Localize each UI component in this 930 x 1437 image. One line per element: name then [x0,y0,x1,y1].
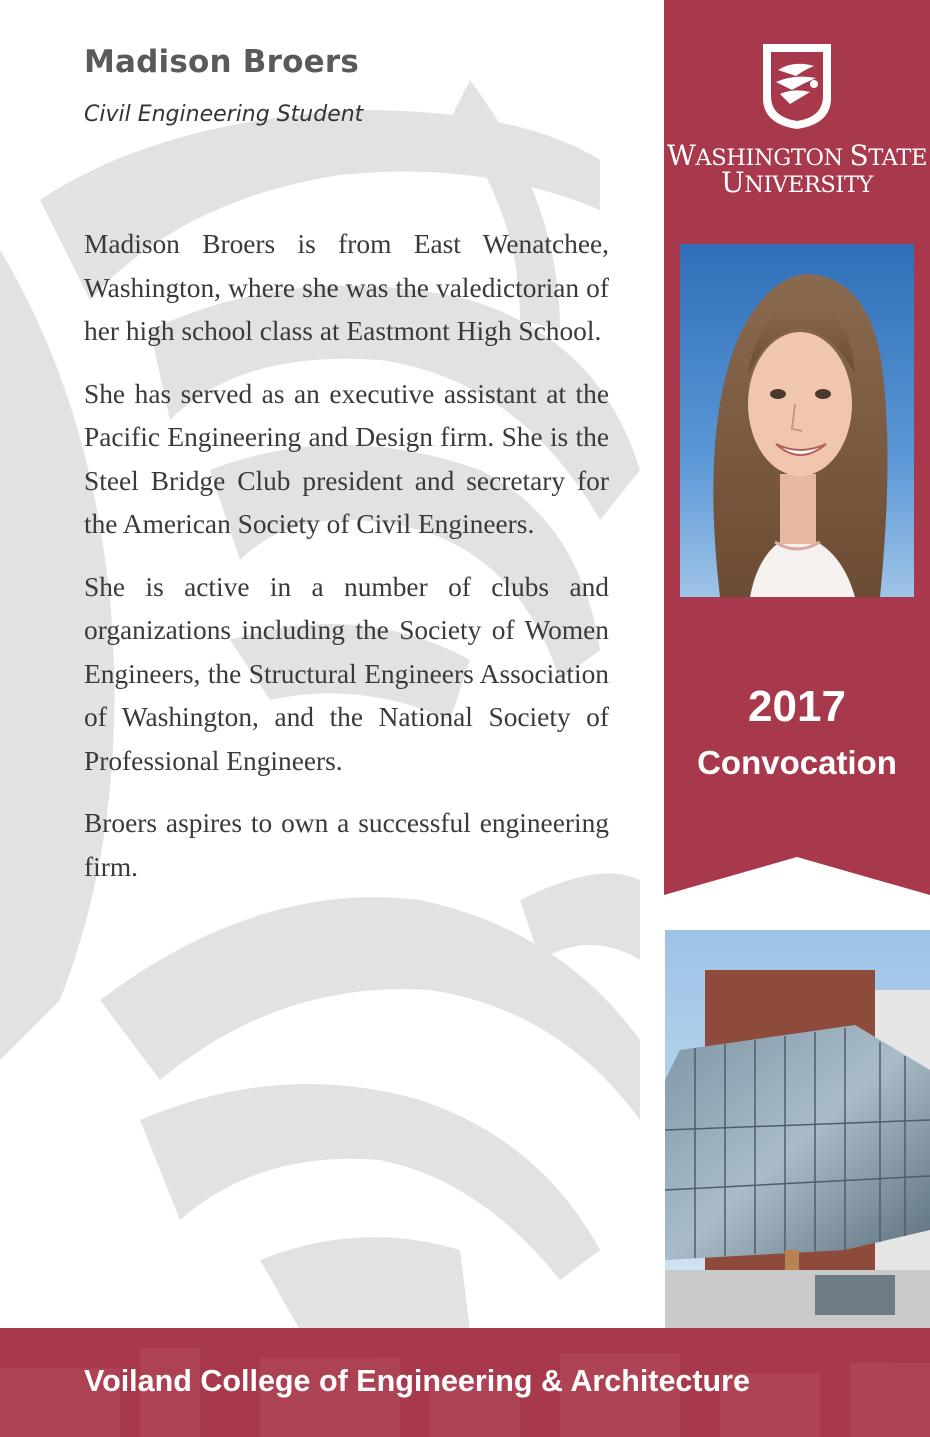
bio-paragraph: She is active in a number of clubs and organizations including the Society of Women Engineers, the Structural Engineers Association of Washington, and the National Society of Professional Engineers. [84,571,609,776]
college-name: Voiland College of Engineering & Architecture [84,1364,750,1398]
convocation-label: Convocation [697,744,897,781]
student-name: Madison Broers [84,44,359,80]
footer-band [0,1328,930,1437]
biography [84,223,609,908]
university-name-line2 [664,166,930,199]
bio-paragraph: Madison Broers is from East Wenatchee, Washington, where she was the valedictorian of her high school class at Eastmont High School. [84,229,609,346]
univ-cap: S [849,139,869,172]
convocation-year: 2017 [748,682,846,731]
univ-text: ASHINGTON [695,145,843,171]
univ-cap: W [667,139,696,172]
univ-text: NIVERSITY [744,172,873,198]
bio-paragraph: She has served as an executive assistant at the Pacific Engineering and Design firm. She is the Steel Bridge Club president and secretary for the American Society of Civil Engineers. [84,378,609,539]
student-major: Civil Engineering Student [84,102,364,127]
univ-text: TATE [868,145,927,171]
bio-paragraph: Broers aspires to own a successful engineering firm. [84,808,609,882]
student-portrait [680,244,914,597]
univ-cap: U [721,166,745,199]
engineering-building-photo [665,930,930,1328]
